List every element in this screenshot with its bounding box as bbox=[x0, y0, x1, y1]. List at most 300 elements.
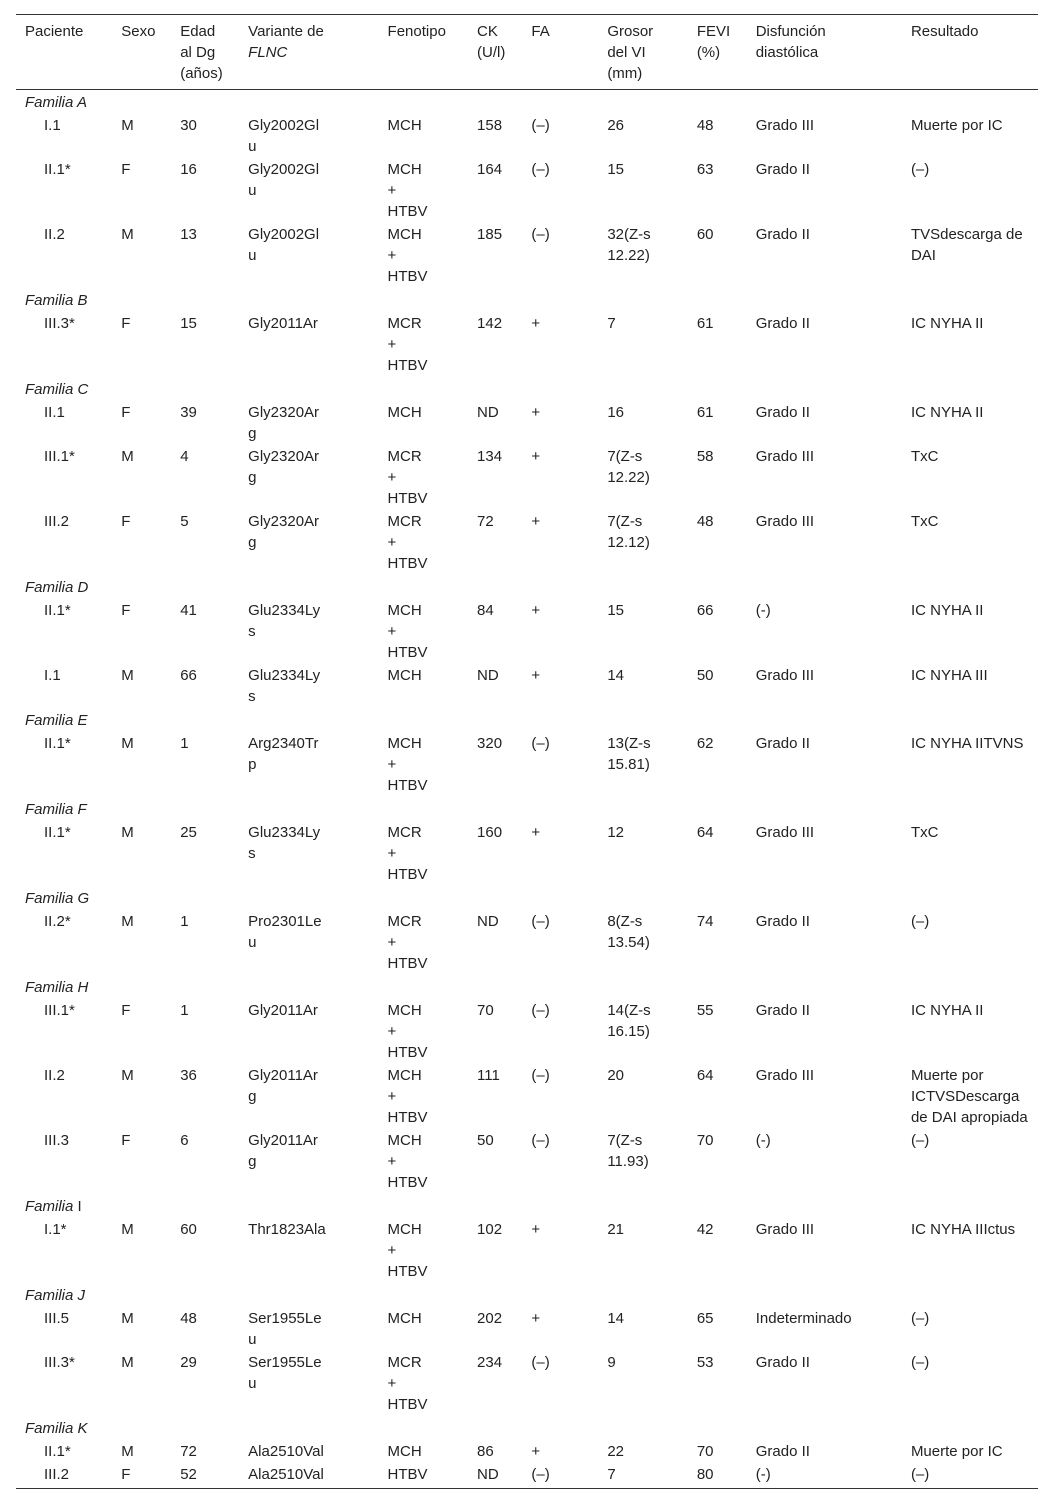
cell-paciente bbox=[16, 732, 112, 797]
empty-cell bbox=[747, 377, 902, 401]
cell-resultado-text: TVSdescarga de DAI bbox=[910, 226, 1023, 264]
table-row bbox=[16, 664, 1038, 708]
empty-cell bbox=[522, 90, 598, 115]
cell-sexo bbox=[112, 1064, 171, 1129]
cell-fenotipo bbox=[379, 401, 469, 445]
cell-ck bbox=[468, 1440, 522, 1463]
header-disfuncion bbox=[747, 15, 902, 90]
cell-sexo-text: F bbox=[121, 513, 131, 530]
family-label bbox=[16, 377, 112, 401]
family-row bbox=[16, 575, 1038, 599]
empty-cell bbox=[171, 1283, 239, 1307]
cell-disfuncion bbox=[747, 401, 902, 445]
table-row bbox=[16, 114, 1038, 158]
cell-edad bbox=[171, 158, 239, 223]
cell-ck bbox=[468, 1463, 522, 1489]
empty-cell bbox=[171, 708, 239, 732]
cell-fenotipo-text: MCR + HTBV bbox=[387, 1354, 428, 1413]
cell-fevi-text: 60 bbox=[696, 226, 714, 243]
cell-grosor-text: 8(Z-s 13.54) bbox=[607, 913, 650, 951]
cell-fa-text: (–) bbox=[531, 1466, 550, 1483]
cell-edad bbox=[171, 445, 239, 510]
cell-fenotipo bbox=[379, 732, 469, 797]
table-body bbox=[16, 90, 1038, 1489]
empty-cell bbox=[379, 575, 469, 599]
cell-grosor-text: 15 bbox=[607, 161, 624, 178]
family-label bbox=[16, 975, 112, 999]
cell-disfuncion-text: Grado III bbox=[755, 513, 815, 530]
cell-resultado bbox=[902, 664, 1038, 708]
cell-variante-text: Gly2011Ar bbox=[248, 315, 318, 332]
cell-disfuncion-text: Grado III bbox=[755, 1067, 815, 1084]
cell-resultado bbox=[902, 1307, 1038, 1351]
cell-fevi bbox=[688, 732, 747, 797]
cell-resultado bbox=[902, 821, 1038, 886]
empty-cell bbox=[688, 90, 747, 115]
cell-paciente bbox=[16, 445, 112, 510]
empty-cell bbox=[468, 1283, 522, 1307]
empty-cell bbox=[171, 377, 239, 401]
cell-fa-text: (–) bbox=[531, 226, 550, 243]
empty-cell bbox=[902, 288, 1038, 312]
cell-disfuncion bbox=[747, 223, 902, 288]
cell-disfuncion bbox=[747, 1129, 902, 1194]
cell-variante bbox=[239, 1463, 378, 1489]
empty-cell bbox=[902, 1194, 1038, 1218]
cell-edad bbox=[171, 1351, 239, 1416]
cell-resultado bbox=[902, 158, 1038, 223]
empty-cell bbox=[688, 1194, 747, 1218]
cell-edad bbox=[171, 114, 239, 158]
cell-paciente-text: II.2* bbox=[44, 913, 71, 930]
empty-cell bbox=[688, 1283, 747, 1307]
empty-cell bbox=[747, 886, 902, 910]
cell-sexo-text: F bbox=[121, 602, 131, 619]
cell-fa bbox=[522, 312, 598, 377]
empty-cell bbox=[468, 1194, 522, 1218]
family-name: Familia J bbox=[25, 1287, 86, 1304]
cell-sexo-text: M bbox=[121, 735, 134, 752]
cell-fevi bbox=[688, 1351, 747, 1416]
cell-disfuncion-text: Grado III bbox=[755, 1221, 815, 1238]
cell-disfuncion bbox=[747, 1218, 902, 1283]
empty-cell bbox=[379, 797, 469, 821]
cell-variante-text: Gly2002Glu bbox=[248, 117, 320, 155]
cell-ck-text: ND bbox=[477, 1466, 499, 1483]
cell-paciente bbox=[16, 312, 112, 377]
cell-sexo bbox=[112, 599, 171, 664]
empty-cell bbox=[902, 708, 1038, 732]
cell-sexo bbox=[112, 1218, 171, 1283]
cell-sexo-text: M bbox=[121, 824, 134, 841]
cell-fevi bbox=[688, 401, 747, 445]
empty-cell bbox=[688, 886, 747, 910]
cell-paciente-text: II.1* bbox=[44, 1443, 71, 1460]
table-row bbox=[16, 1440, 1038, 1463]
cell-paciente-text: II.2 bbox=[44, 1067, 65, 1084]
cell-fevi bbox=[688, 1064, 747, 1129]
cell-grosor bbox=[598, 1218, 688, 1283]
cell-resultado-text: (–) bbox=[910, 161, 930, 178]
cell-grosor bbox=[598, 1351, 688, 1416]
cell-ck-text: 134 bbox=[477, 448, 503, 465]
cell-grosor-text: 7(Z-s 12.12) bbox=[607, 513, 650, 551]
cell-fa bbox=[522, 1440, 598, 1463]
cell-variante-text: Ser1955Leu bbox=[248, 1310, 322, 1348]
table-row bbox=[16, 312, 1038, 377]
table-row bbox=[16, 1307, 1038, 1351]
cell-ck-text: 164 bbox=[477, 161, 503, 178]
family-label bbox=[16, 1194, 112, 1218]
empty-cell bbox=[688, 1416, 747, 1440]
cell-paciente bbox=[16, 158, 112, 223]
cell-fevi-text: 70 bbox=[696, 1132, 714, 1149]
cell-grosor bbox=[598, 664, 688, 708]
cell-ck-text: 320 bbox=[477, 735, 503, 752]
cell-grosor bbox=[598, 732, 688, 797]
cell-ck bbox=[468, 510, 522, 575]
cell-grosor-text: 15 bbox=[607, 602, 624, 619]
cell-fa-text: + bbox=[531, 824, 541, 841]
cell-edad-text: 25 bbox=[180, 824, 197, 841]
cell-sexo bbox=[112, 312, 171, 377]
empty-cell bbox=[747, 90, 902, 115]
cell-fevi bbox=[688, 1129, 747, 1194]
empty-cell bbox=[239, 1194, 378, 1218]
cell-variante-text: Gly2320Arg bbox=[248, 448, 320, 486]
cell-variante-text: Gly2320Arg bbox=[248, 404, 320, 442]
table-row bbox=[16, 1129, 1038, 1194]
cell-fevi bbox=[688, 158, 747, 223]
cell-grosor-text: 7 bbox=[607, 315, 616, 332]
cell-disfuncion-text: Grado II bbox=[755, 1354, 810, 1371]
cell-fenotipo bbox=[379, 999, 469, 1064]
cell-disfuncion bbox=[747, 599, 902, 664]
cell-ck-text: 160 bbox=[477, 824, 503, 841]
cell-fenotipo bbox=[379, 158, 469, 223]
cell-variante bbox=[239, 445, 378, 510]
cell-edad bbox=[171, 1064, 239, 1129]
cell-grosor-text: 32(Z-s 12.22) bbox=[607, 226, 651, 264]
cell-edad bbox=[171, 821, 239, 886]
cell-fenotipo bbox=[379, 1440, 469, 1463]
empty-cell bbox=[112, 886, 171, 910]
cell-ck bbox=[468, 445, 522, 510]
empty-cell bbox=[239, 708, 378, 732]
cell-fa bbox=[522, 1307, 598, 1351]
cell-variante bbox=[239, 158, 378, 223]
cell-disfuncion-text: Grado III bbox=[755, 448, 815, 465]
empty-cell bbox=[468, 377, 522, 401]
cell-fa bbox=[522, 1218, 598, 1283]
cell-variante-text: Gly2011Arg bbox=[248, 1067, 318, 1105]
family-name: Familia D bbox=[25, 579, 89, 596]
empty-cell bbox=[112, 1416, 171, 1440]
cell-paciente-text: III.5 bbox=[44, 1310, 70, 1327]
cell-variante-text: Glu2334Lys bbox=[248, 824, 321, 862]
cell-fenotipo-text: MCR + HTBV bbox=[387, 513, 428, 572]
cell-fevi bbox=[688, 445, 747, 510]
empty-cell bbox=[902, 975, 1038, 999]
cell-disfuncion-text: Grado III bbox=[755, 824, 815, 841]
cell-fenotipo-text: MCH + HTBV bbox=[387, 1221, 428, 1280]
cell-disfuncion-text: Grado III bbox=[755, 667, 815, 684]
cell-ck-text: 70 bbox=[477, 1002, 494, 1019]
family-label bbox=[16, 797, 112, 821]
empty-cell bbox=[522, 1194, 598, 1218]
header-sexo: Sexo bbox=[112, 15, 171, 90]
cell-fevi-text: 55 bbox=[696, 1002, 714, 1019]
cell-grosor-text: 7(Z-s 11.93) bbox=[607, 1132, 649, 1170]
empty-cell bbox=[522, 1283, 598, 1307]
empty-cell bbox=[468, 1416, 522, 1440]
cell-resultado bbox=[902, 732, 1038, 797]
cell-fa-text: + bbox=[531, 404, 541, 421]
cell-variante-text: Gly2002Glu bbox=[248, 226, 320, 264]
cell-fenotipo-text: MCH bbox=[387, 667, 422, 684]
cell-fevi bbox=[688, 910, 747, 975]
cell-resultado-text: IC NYHA II bbox=[910, 404, 984, 421]
empty-cell bbox=[522, 886, 598, 910]
cell-resultado bbox=[902, 999, 1038, 1064]
cell-edad-text: 66 bbox=[180, 667, 197, 684]
cell-grosor-text: 20 bbox=[607, 1067, 624, 1084]
cell-edad-text: 39 bbox=[180, 404, 197, 421]
empty-cell bbox=[468, 797, 522, 821]
cell-edad bbox=[171, 1218, 239, 1283]
cell-disfuncion-text: Grado II bbox=[755, 161, 810, 178]
empty-cell bbox=[747, 975, 902, 999]
cell-sexo-text: M bbox=[121, 1067, 134, 1084]
cell-fenotipo-text: MCR + HTBV bbox=[387, 448, 428, 507]
cell-resultado bbox=[902, 445, 1038, 510]
cell-resultado bbox=[902, 1440, 1038, 1463]
family-name: Familia F bbox=[25, 801, 87, 818]
clinical-table bbox=[16, 14, 1038, 1489]
cell-disfuncion bbox=[747, 1307, 902, 1351]
cell-variante-text: Ala2510Val bbox=[248, 1466, 324, 1483]
empty-cell bbox=[598, 1283, 688, 1307]
empty-cell bbox=[379, 377, 469, 401]
cell-paciente-text: II.1* bbox=[44, 602, 71, 619]
cell-paciente-text: I.1* bbox=[44, 1221, 67, 1238]
cell-ck-text: 72 bbox=[477, 513, 494, 530]
cell-edad bbox=[171, 312, 239, 377]
cell-disfuncion bbox=[747, 1440, 902, 1463]
cell-sexo-text: M bbox=[121, 448, 134, 465]
cell-paciente bbox=[16, 401, 112, 445]
cell-ck-text: 142 bbox=[477, 315, 503, 332]
empty-cell bbox=[522, 1416, 598, 1440]
cell-fa bbox=[522, 510, 598, 575]
cell-fenotipo bbox=[379, 1463, 469, 1489]
cell-sexo bbox=[112, 732, 171, 797]
cell-variante-text: Pro2301Leu bbox=[248, 913, 322, 951]
header-fevi bbox=[688, 15, 747, 90]
empty-cell bbox=[468, 288, 522, 312]
cell-variante bbox=[239, 1064, 378, 1129]
cell-fenotipo-text: MCH + HTBV bbox=[387, 226, 428, 285]
cell-grosor-text: 14(Z-s 16.15) bbox=[607, 1002, 651, 1040]
cell-edad-text: 16 bbox=[180, 161, 197, 178]
empty-cell bbox=[171, 1194, 239, 1218]
empty-cell bbox=[688, 575, 747, 599]
cell-fevi-text: 48 bbox=[696, 117, 714, 134]
cell-disfuncion bbox=[747, 510, 902, 575]
cell-grosor bbox=[598, 114, 688, 158]
cell-variante bbox=[239, 1129, 378, 1194]
cell-paciente-text: III.3 bbox=[44, 1132, 70, 1149]
cell-fa bbox=[522, 821, 598, 886]
cell-edad-text: 48 bbox=[180, 1310, 197, 1327]
cell-edad-text: 1 bbox=[180, 1002, 189, 1019]
cell-fa-text: (–) bbox=[531, 1067, 550, 1084]
table-row bbox=[16, 510, 1038, 575]
empty-cell bbox=[747, 1283, 902, 1307]
cell-fenotipo bbox=[379, 1064, 469, 1129]
cell-disfuncion bbox=[747, 732, 902, 797]
cell-variante bbox=[239, 732, 378, 797]
empty-cell bbox=[112, 90, 171, 115]
empty-cell bbox=[902, 1283, 1038, 1307]
cell-paciente-text: III.3* bbox=[44, 315, 75, 332]
empty-cell bbox=[112, 797, 171, 821]
family-row bbox=[16, 886, 1038, 910]
empty-cell bbox=[688, 288, 747, 312]
table-row bbox=[16, 1218, 1038, 1283]
cell-resultado-text: (–) bbox=[910, 913, 930, 930]
cell-sexo bbox=[112, 223, 171, 288]
cell-paciente-text: III.1* bbox=[44, 1002, 75, 1019]
header-variante-prefix: Variante de bbox=[248, 23, 324, 40]
table-row bbox=[16, 158, 1038, 223]
cell-disfuncion bbox=[747, 158, 902, 223]
cell-fa-text: (–) bbox=[531, 117, 550, 134]
cell-fevi-text: 50 bbox=[696, 667, 714, 684]
empty-cell bbox=[112, 1194, 171, 1218]
family-row bbox=[16, 377, 1038, 401]
cell-edad-text: 29 bbox=[180, 1354, 197, 1371]
cell-paciente bbox=[16, 114, 112, 158]
cell-variante bbox=[239, 821, 378, 886]
cell-variante-text: Glu2334Lys bbox=[248, 667, 321, 705]
cell-resultado bbox=[902, 223, 1038, 288]
cell-paciente-text: III.1* bbox=[44, 448, 75, 465]
empty-cell bbox=[112, 975, 171, 999]
cell-grosor bbox=[598, 510, 688, 575]
table-row bbox=[16, 445, 1038, 510]
cell-fenotipo-text: MCH + HTBV bbox=[387, 1067, 428, 1126]
empty-cell bbox=[598, 90, 688, 115]
cell-resultado bbox=[902, 510, 1038, 575]
cell-fenotipo bbox=[379, 821, 469, 886]
cell-fevi-text: 61 bbox=[696, 404, 714, 421]
family-row bbox=[16, 1416, 1038, 1440]
cell-fa-text: + bbox=[531, 448, 541, 465]
empty-cell bbox=[171, 575, 239, 599]
cell-disfuncion-text: (-) bbox=[755, 602, 771, 619]
empty-cell bbox=[688, 797, 747, 821]
empty-cell bbox=[171, 1416, 239, 1440]
table-row bbox=[16, 1463, 1038, 1489]
cell-grosor bbox=[598, 445, 688, 510]
cell-grosor bbox=[598, 1064, 688, 1129]
cell-grosor bbox=[598, 312, 688, 377]
cell-grosor bbox=[598, 401, 688, 445]
empty-cell bbox=[522, 575, 598, 599]
empty-cell bbox=[171, 90, 239, 115]
cell-fevi bbox=[688, 1218, 747, 1283]
cell-fevi bbox=[688, 1463, 747, 1489]
empty-cell bbox=[902, 797, 1038, 821]
cell-resultado-text: IC NYHA II bbox=[910, 315, 984, 332]
header-edad bbox=[171, 15, 239, 90]
cell-sexo bbox=[112, 510, 171, 575]
empty-cell bbox=[379, 708, 469, 732]
cell-variante bbox=[239, 999, 378, 1064]
cell-disfuncion-text: Grado II bbox=[755, 404, 810, 421]
cell-paciente bbox=[16, 1307, 112, 1351]
cell-variante bbox=[239, 312, 378, 377]
empty-cell bbox=[902, 575, 1038, 599]
cell-edad-text: 1 bbox=[180, 735, 189, 752]
cell-resultado bbox=[902, 1129, 1038, 1194]
cell-fevi bbox=[688, 510, 747, 575]
empty-cell bbox=[239, 797, 378, 821]
cell-fa bbox=[522, 114, 598, 158]
family-name: Familia K bbox=[25, 1420, 88, 1437]
cell-fenotipo bbox=[379, 664, 469, 708]
cell-sexo-text: F bbox=[121, 161, 131, 178]
cell-variante-text: Arg2340Trp bbox=[248, 735, 319, 773]
cell-edad bbox=[171, 1440, 239, 1463]
cell-sexo bbox=[112, 1129, 171, 1194]
family-row bbox=[16, 708, 1038, 732]
cell-ck bbox=[468, 1129, 522, 1194]
empty-cell bbox=[379, 288, 469, 312]
cell-grosor-text: 7(Z-s 12.22) bbox=[607, 448, 650, 486]
cell-ck bbox=[468, 1307, 522, 1351]
cell-paciente-text: I.1 bbox=[44, 667, 61, 684]
cell-fenotipo bbox=[379, 910, 469, 975]
cell-grosor-text: 21 bbox=[607, 1221, 624, 1238]
cell-variante bbox=[239, 1440, 378, 1463]
cell-grosor bbox=[598, 1463, 688, 1489]
empty-cell bbox=[171, 886, 239, 910]
cell-paciente bbox=[16, 1351, 112, 1416]
cell-fevi bbox=[688, 599, 747, 664]
empty-cell bbox=[468, 886, 522, 910]
cell-resultado-text: IC NYHA III bbox=[910, 667, 988, 684]
family-name: Familia H bbox=[25, 979, 89, 996]
empty-cell bbox=[239, 1283, 378, 1307]
cell-variante bbox=[239, 910, 378, 975]
cell-grosor bbox=[598, 999, 688, 1064]
cell-grosor-text: 9 bbox=[607, 1354, 616, 1371]
cell-ck bbox=[468, 401, 522, 445]
cell-fa bbox=[522, 445, 598, 510]
cell-variante-text: Ala2510Val bbox=[248, 1443, 324, 1460]
cell-ck bbox=[468, 664, 522, 708]
table-row bbox=[16, 1351, 1038, 1416]
cell-disfuncion-text: (-) bbox=[755, 1466, 771, 1483]
cell-fa-text: (–) bbox=[531, 161, 550, 178]
cell-fevi-text: 70 bbox=[696, 1443, 714, 1460]
cell-paciente-text: III.2 bbox=[44, 513, 70, 530]
cell-fevi bbox=[688, 312, 747, 377]
empty-cell bbox=[112, 708, 171, 732]
family-name: Familia B bbox=[25, 292, 88, 309]
